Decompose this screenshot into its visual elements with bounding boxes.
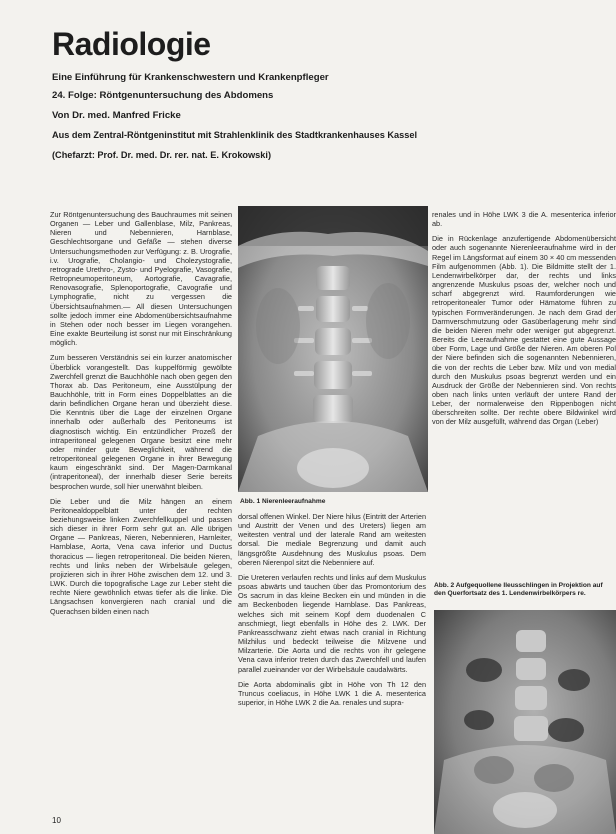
page-number: 10: [52, 816, 61, 825]
article-subtitle: Eine Einführung für Krankenschwestern und Krankenpfleger: [52, 72, 329, 83]
text-column-3: [432, 210, 616, 568]
paragraph: Die Ureteren verlaufen rechts und links auf dem Muskulus psoas abwärts und tauchen über das Promontorium des Os sacrum in das kleine Becken ein und münden in die am Beckenboden liegende Harnblase. Das Pankreas, welches sich mit seinem Kopf dem duodenalen C anschmiegt, liegt ebenfalls in Höhe des 2. LWK. Der Pankreasschwanz zieht etwas nach cranial in Richtung Milzhilus und bedeckt teilweise die Milzvene und Milzarterie. Die Aorta und die rechts von ihr gelegene Vena cava inferior treten durch das Zwerchfell und laufen parallel zueinander vor der Wirbelsäule caudalwärts.: [238, 572, 426, 674]
author-line: Von Dr. med. Manfred Fricke: [52, 110, 181, 121]
institution-line: Aus dem Zentral-Röntgeninstitut mit Strahlenklinik des Stadtkrankenhauses Kassel: [52, 130, 418, 140]
paragraph: dorsal offenen Winkel. Der Niere hilus (Eintritt der Arterien und Austritt der Venen und des Ureters) liegen am weitesten ventral und der laterale Rand am weitesten dorsal. Die mediale Begrenzung und damit auch längsgrößte Ausdehnung des Muskulus psoas. Dem oberen Nierenpol sitzt die Nebenniere auf.: [238, 512, 426, 567]
paragraph: Zum besseren Verständnis sei ein kurzer anatomischer Überblick vorangestellt. Das kuppelförmig gewölbte Zwerchfell grenzt die Bauchhöhle nach oben gegen den Thorax ab. Das Peritoneum, eine Ausstülpung der Bauchhöhle, tritt in Form eines Doppelblattes an die darin befindlichen Organe heran und überzieht diese. Die Kenntnis über die Lage der einzelnen Organe innerhalb oder außerhalb des Peritoneums ist diagnostisch wichtig. Ein entzündlicher Prozeß der intraperitoneal gelegenen Organe besitzt eine mehr oder minder gute Beweglichkeit, während die retroperitoneal gelegenen Organe in ihrer Bewegung kaum eingeschränkt sind. Der Magen-Darmkanal (intraperitoneal), der innerhalb dieser Serie bereits besprochen wurde, soll hier unerwähnt bleiben.: [50, 353, 232, 491]
paragraph: Die Leber und die Milz hängen an einem Peritonealdoppelblatt unter der rechten beziehungsweise linken Zwerchfellkuppel und passen sich dieser in ihrer Form sehr gut an. Alle übrigen Organe — Pankreas, Nieren, Nebennieren, Harnleiter, Harnblase, Aorta, Vena cava inferior und Ductus thoracicus — liegen retroperitoneal. Die beiden Nieren, rechts und links neben der Wirbelsäule gelegen, projizieren sich in ihrer Höhe zwischen dem 12. und 3. LWK. Durch die topografische Lage zur Leber steht die rechte Niere gewöhnlich etwas tiefer als die linke. Die Längsachsen konvergieren nach cranial und die Querachsen bilden einen nach: [50, 496, 232, 616]
figure-2-caption: Abb. 2 Aufgequollene Ileusschlingen in Projektion auf den Querfortsatz des 1. Lendenwirbelkörpers re.: [434, 582, 603, 597]
text-column-2: [238, 512, 426, 812]
chief-line: (Chefarzt: Prof. Dr. med. Dr. rer. nat. E. Krokowski): [52, 150, 272, 160]
paragraph: Die Aorta abdominalis gibt in Höhe von Th 12 den Truncus coeliacus, in Höhe LWK 1 die A. mesenterica superior, in Höhe LWK 2 die Aa. renales und supra-: [238, 679, 426, 707]
article-title: Radiologie: [52, 26, 211, 62]
paragraph: renales und in Höhe LWK 3 die A. mesenterica inferior ab.: [432, 210, 616, 229]
text-column-1: [50, 210, 232, 808]
paragraph: Zur Röntgenuntersuchung des Bauchraumes mit seinen Organen — Leber und Gallenblase, Milz, Pankreas, Nieren und Nebennieren, Harnblase, Geschlechtsorgane und Gefäße — stehen diverse Untersuchungsmethoden zur Verfügung: z. B. Urografie, i.v. Urografie, Cholangio- und Cholezystografie, retrograde Urethro-, Zysto- und Pyelografie, Vasografie, Retropneumoperitoneum, Aortografie, Cavagrafie, Renovasografie, Splenoportografie, Cavografie und Lymphografie, nicht zu vergessen die Übersichtsaufnahmen.— All diesen Untersuchungen sollte jedoch immer eine Abdomenübersichtsaufnahme in Stehen oder noch besser im Liegen vorangehen. Eine exakte Beurteilung ist sonst nur mit Einschränkung möglich.: [50, 210, 232, 348]
series-line: 24. Folge: Röntgenuntersuchung des Abdomens: [52, 90, 274, 101]
xray-image-ileus: [434, 610, 616, 834]
paragraph: Die in Rückenlage anzufertigende Abdomenübersicht oder auch sogenannte Nierenleeraufnahme wird in der Regel im Längsformat auf einem 30 × 40 cm messenden Film aufgenommen (Abb. 1). Die Bildmitte stellt der 1. Lendenwirbelkörper dar, der rechts und links angrenzende Muskulus psoas der, welcher noch und scharf abgegrenzt wird. Raumforderungen wie retroperitonealer Tumor oder Hämatome führen zu typischen Formveränderungen. Je nach dem Grad der Darmverschmutzung oder Gasüberlagerung mehr sind die beiden Nieren mehr oder weniger gut abgegrenzt. Bereits die Leeraufnahme gestattet eine gute Aussage über Form, Lage und Größe der Nieren. Am oberen Pol der Niere befinden sich die sogenannten Nebennieren, die von der rechts die Leber bzw. Milz und von medial durch den Muskulus psoas begrenzt werden und ein Ausdruck der Größe der Nebennieren sind. Von rechts oben nach links unten verläuft der untere Rand der Leber, der normalerweise den Rippenbogen nicht überschreiten sollte. Der rechte obere Bildwinkel wird von der Milz ausgefüllt, während das Organ (Leber): [432, 234, 616, 427]
xray-image-abdomen: [238, 206, 428, 492]
figure-1-caption: Abb. 1 Nierenleeraufnahme: [240, 498, 326, 505]
